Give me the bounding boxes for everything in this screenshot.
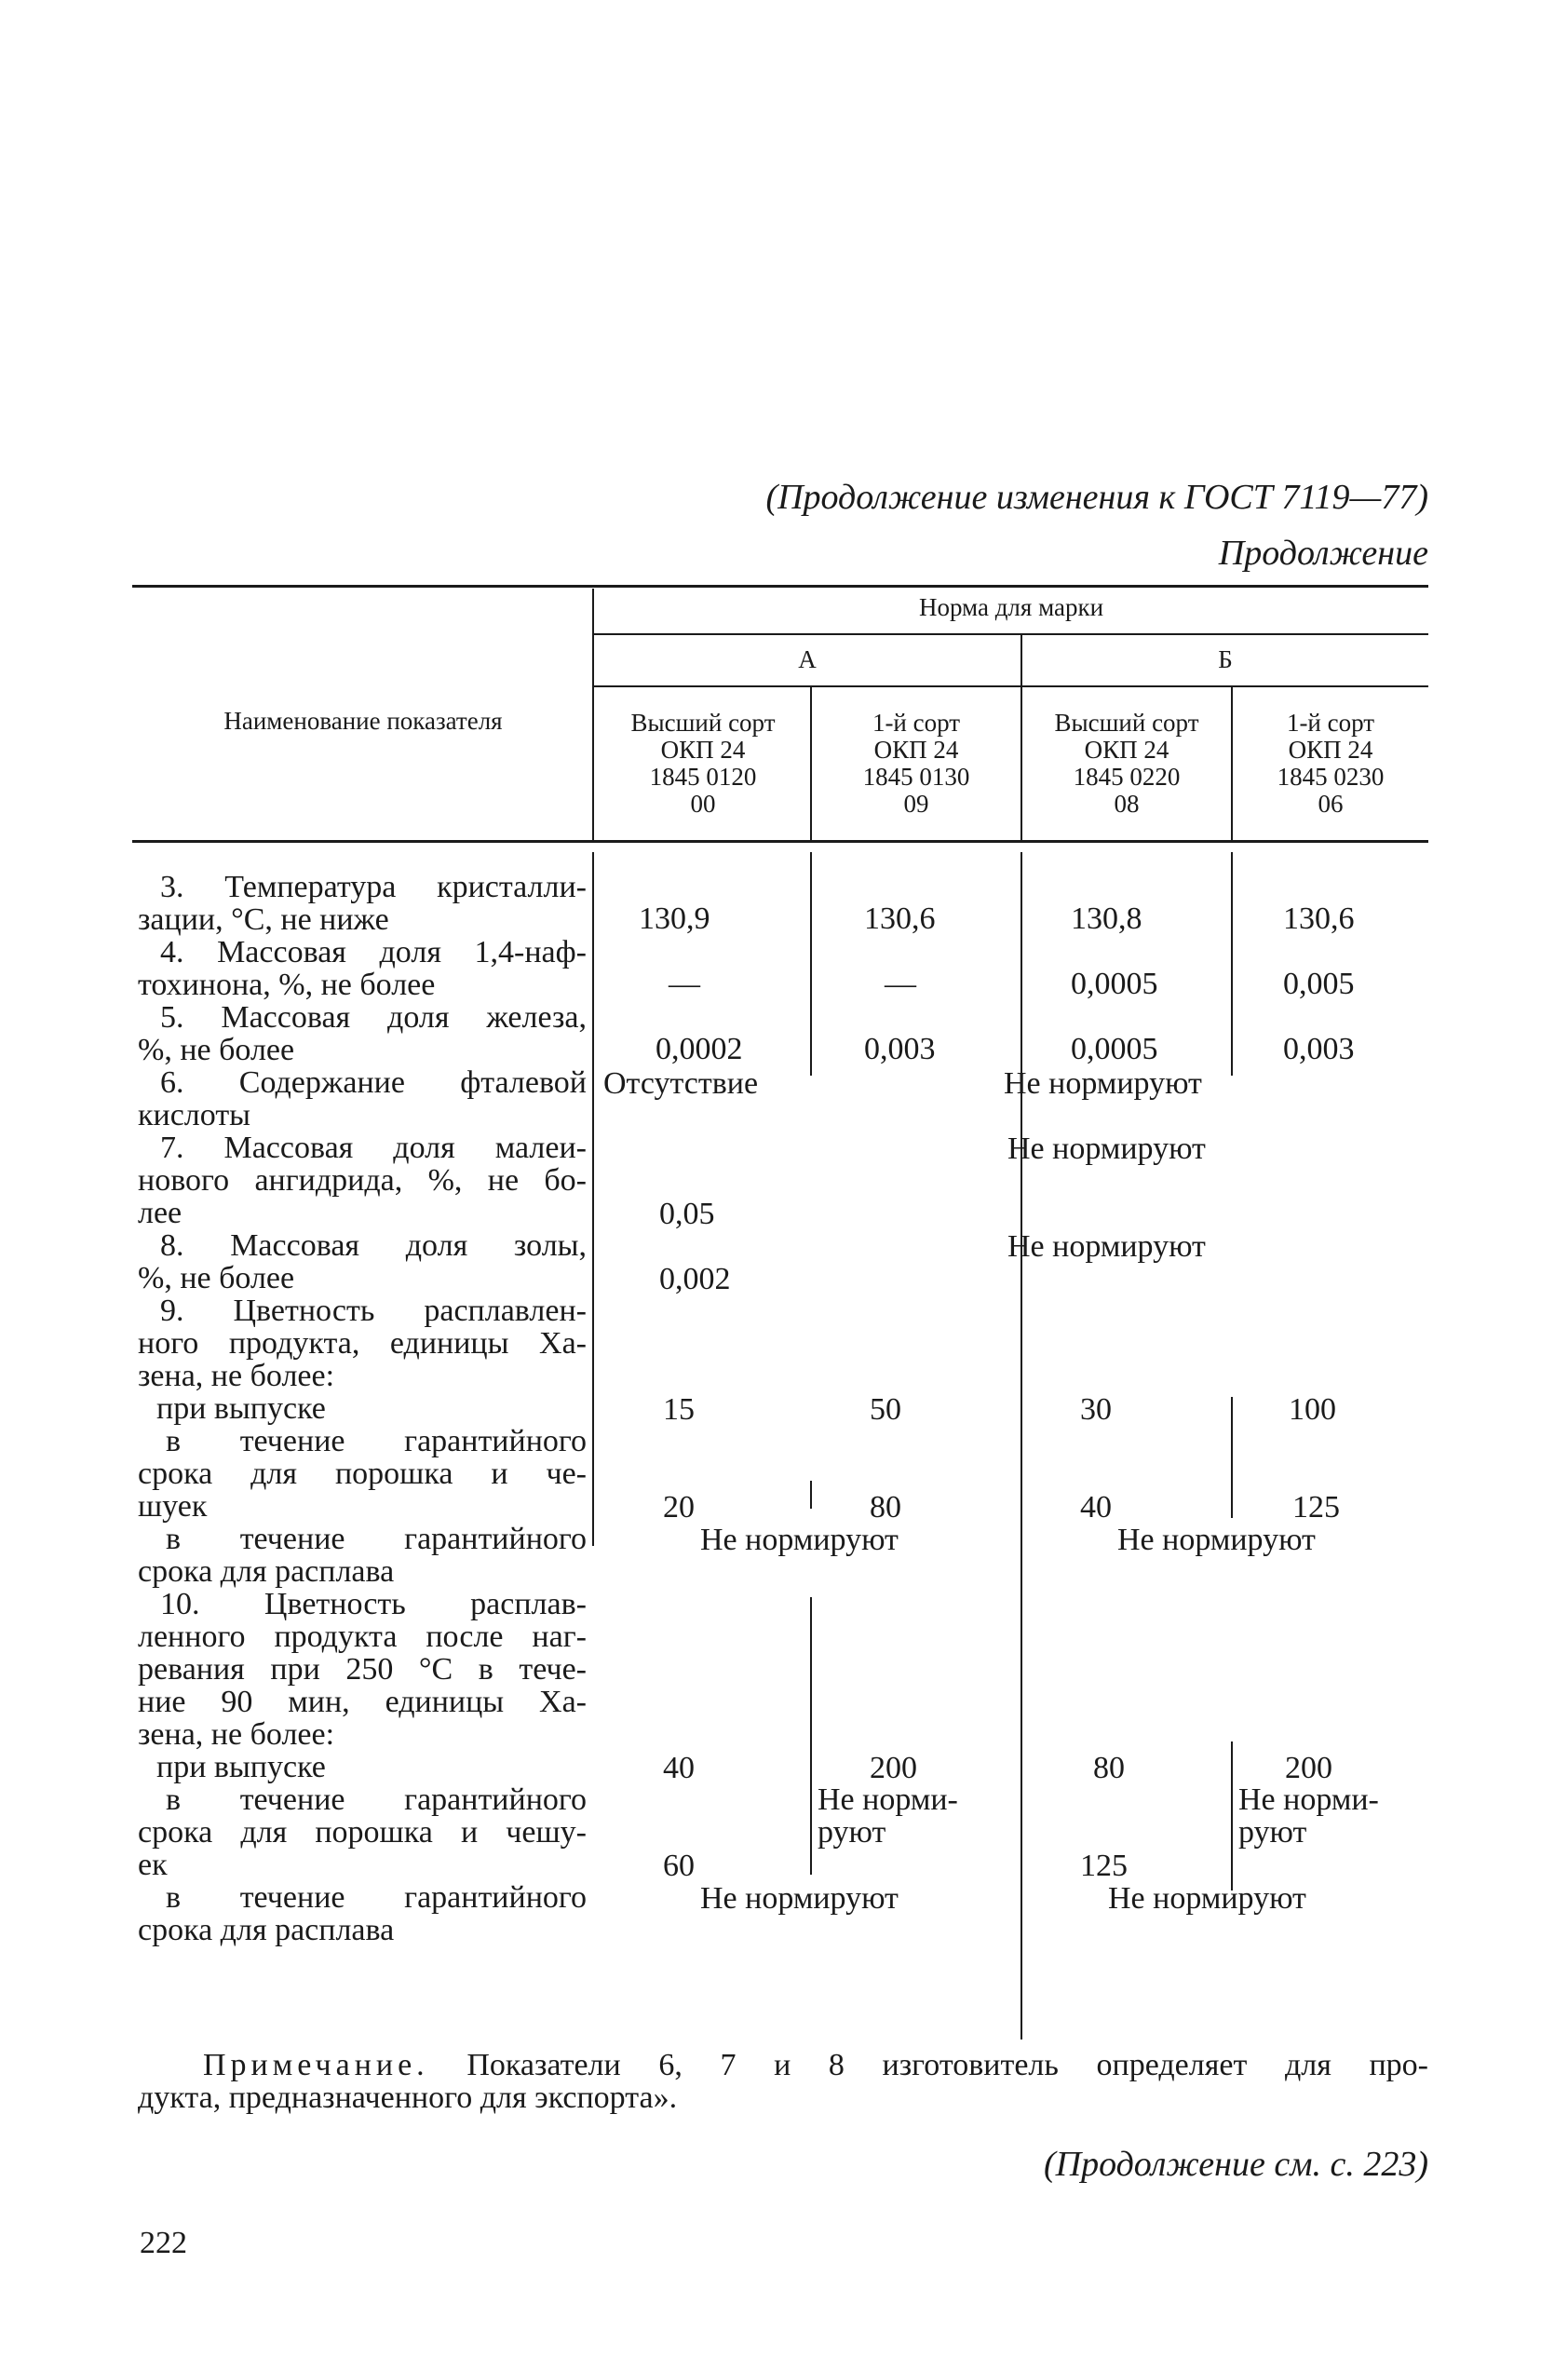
col-header-brand-a: А	[798, 645, 817, 673]
continued-on-next-page: (Продолжение см. с. 223)	[1043, 2145, 1428, 2184]
page-number: 222	[140, 2226, 187, 2260]
note-line1: Показатели 6, 7 и 8 изготовитель определяет для про-	[428, 2048, 1428, 2082]
row-name-10: 10. Цветность расплав- ленного продукта после наг- ревания при 250 °С в тече- ние 90 мин, единицы Ха- зена, не более:	[138, 1587, 587, 1752]
row-name-10-powder: в течение гарантийного срока для порошка и чешу- ек	[138, 1782, 587, 1882]
header-norm-rule	[594, 633, 1428, 635]
r10-powder-b-top: 125	[1080, 1849, 1128, 1883]
r7-b: Не нормируют	[1007, 1132, 1206, 1166]
row-name-9: 9. Цветность расплавлен- ного продукта, единицы Ха- зена, не более:	[138, 1294, 587, 1393]
r10-powder-a-top: 60	[663, 1849, 695, 1883]
r3-a-top: 130,9	[639, 901, 710, 936]
divider-name-col	[592, 589, 594, 840]
divider-b1-b2-body	[1231, 852, 1233, 1076]
r9-powder-a-top: 20	[663, 1490, 695, 1525]
r5-a-top: 0,0002	[656, 1032, 743, 1066]
header-brand-rule	[594, 685, 1428, 687]
r5-a-first: 0,003	[864, 1032, 936, 1066]
r3-a-first: 130,6	[864, 901, 936, 936]
r9-melt-a: Не нормируют	[700, 1523, 899, 1557]
r3-b-first: 130,6	[1283, 901, 1355, 936]
note-label: Примечание.	[203, 2048, 429, 2082]
divider-b1-b2-r10	[1231, 1741, 1233, 1890]
r9-release-b-first: 100	[1289, 1392, 1336, 1427]
row-name-10-melt: в течение гарантийного срока для расплава	[138, 1880, 587, 1947]
table-top-rule	[132, 585, 1428, 588]
note	[138, 2049, 1428, 2114]
r6-b: Не нормируют	[1004, 1066, 1202, 1101]
r10-release-b-top: 80	[1093, 1751, 1125, 1785]
r10-release-a-first: 200	[870, 1751, 917, 1785]
r5-b-top: 0,0005	[1071, 1032, 1158, 1066]
row-name-7: 7. Массовая доля малеи- нового ангидрида, %, не бо- лее	[138, 1131, 587, 1230]
col-header-a-top: Высший сорт ОКП 24 1845 0120 00	[630, 709, 776, 818]
r9-release-a-first: 50	[870, 1392, 901, 1427]
header-bottom-rule	[132, 840, 1428, 843]
r10-powder-b-first: Не норми- руют	[1238, 1782, 1379, 1850]
r9-powder-a-first: 80	[870, 1490, 901, 1525]
r10-melt-b: Не нормируют	[1108, 1881, 1306, 1916]
col-header-b-top: Высший сорт ОКП 24 1845 0220 08	[1054, 709, 1199, 818]
r4-b-top: 0,0005	[1071, 967, 1158, 1001]
r9-release-b-top: 30	[1080, 1392, 1112, 1427]
r9-powder-b-first: 125	[1292, 1490, 1340, 1525]
r8-b: Не нормируют	[1007, 1229, 1206, 1264]
col-header-b-first: 1-й сорт ОКП 24 1845 0230 06	[1277, 709, 1385, 818]
r10-melt-a: Не нормируют	[700, 1881, 899, 1916]
row-name-10-release: при выпуске	[156, 1750, 326, 1784]
r9-powder-b-top: 40	[1080, 1490, 1112, 1525]
divider-a-b-body	[1021, 852, 1022, 2040]
row-name-9-powder: в течение гарантийного срока для порошка и че- шуек	[138, 1424, 587, 1524]
row-name-9-melt: в течение гарантийного срока для расплава	[138, 1522, 587, 1589]
r6-a: Отсутствие	[603, 1066, 759, 1101]
divider-b1-b2-r9a	[1231, 1397, 1233, 1518]
col-header-brand-b: Б	[1218, 645, 1233, 673]
r10-release-b-first: 200	[1285, 1751, 1332, 1785]
r4-a-top: —	[669, 967, 700, 1001]
r10-release-a-top: 40	[663, 1751, 695, 1785]
r8-a: 0,002	[659, 1262, 731, 1296]
row-name-4: 4. Массовая доля 1,4-наф- тохинона, %, не более	[138, 935, 587, 1002]
row-name-6: 6. Содержание фталевой кислоты	[138, 1065, 587, 1132]
r10-powder-a-first: Не норми- руют	[818, 1782, 958, 1850]
r9-release-a-top: 15	[663, 1392, 695, 1427]
r5-b-first: 0,003	[1283, 1032, 1355, 1066]
r3-b-top: 130,8	[1071, 901, 1142, 936]
divider-name-col-body	[592, 852, 594, 1546]
continuation-title: (Продолжение изменения к ГОСТ 7119—77)	[765, 478, 1428, 517]
continued-label: Продолжение	[1218, 534, 1428, 573]
divider-a1-a2-r9b	[810, 1481, 812, 1509]
r4-b-first: 0,005	[1283, 967, 1355, 1001]
divider-a1-a2-body	[810, 852, 812, 1076]
col-header-a-first: 1-й сорт ОКП 24 1845 0130 09	[862, 709, 970, 818]
row-name-8: 8. Массовая доля золы, %, не более	[138, 1228, 587, 1295]
col-header-norm: Норма для марки	[918, 593, 1104, 621]
r7-a: 0,05	[659, 1197, 715, 1231]
divider-a1-a2-r10	[810, 1597, 812, 1875]
row-name-9-release: при выпуске	[156, 1391, 326, 1426]
r4-a-first: —	[885, 967, 916, 1001]
r9-melt-b: Не нормируют	[1117, 1523, 1316, 1557]
row-name-3: 3. Температура кристалли- зации, °С, не ниже	[138, 870, 587, 937]
row-name-5: 5. Массовая доля железа, %, не более	[138, 1000, 587, 1067]
note-line2: дукта, предназначенного для экспорта».	[138, 2080, 678, 2115]
col-header-name: Наименование показателя	[223, 707, 503, 735]
